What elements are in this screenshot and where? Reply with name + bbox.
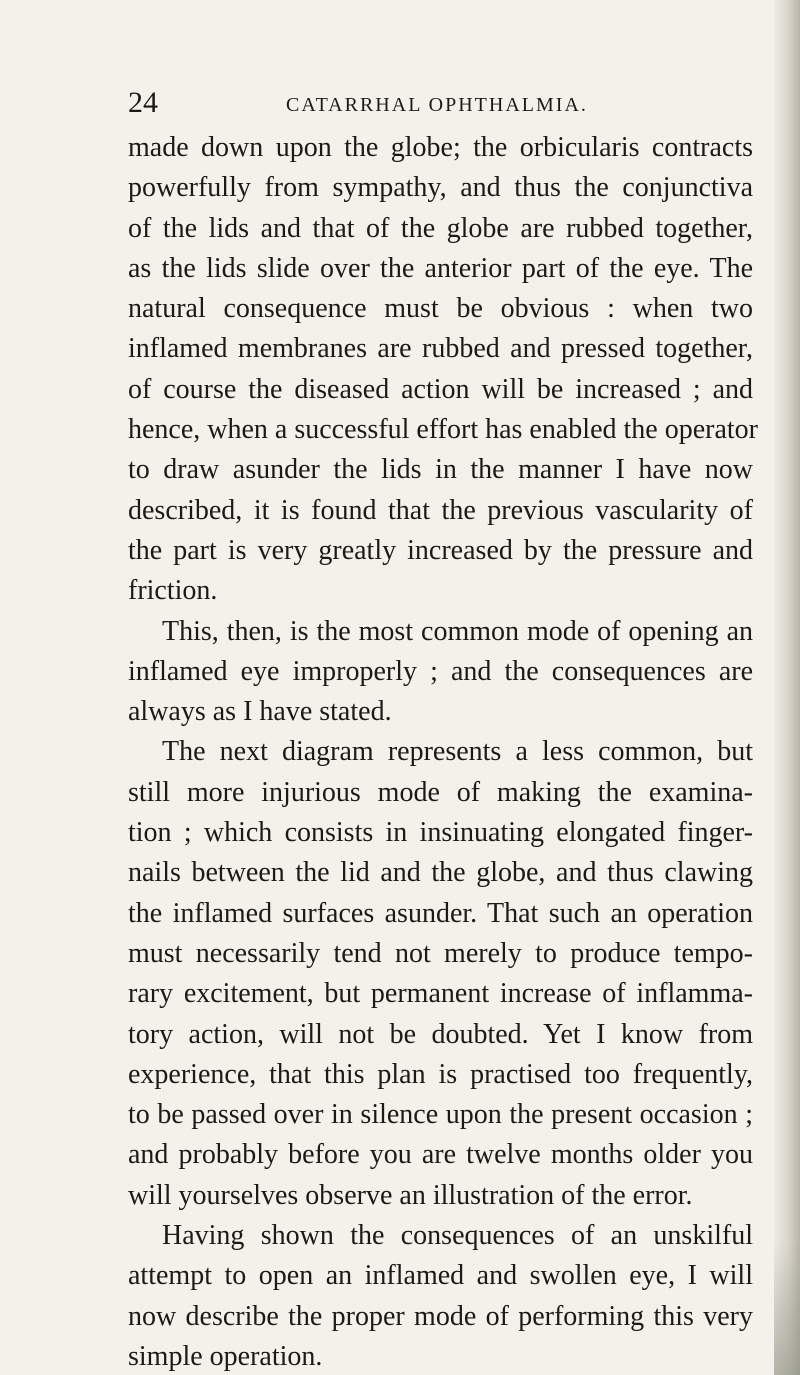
body-text xyxy=(128,128,758,1375)
text-line: tory action, will not be doubted. Yet I know from xyxy=(128,1018,753,1050)
text-line: and probably before you are twelve months older you xyxy=(128,1139,753,1171)
text-line: still more injurious mode of making the examina- xyxy=(128,776,753,808)
text-line: tion ; which consists in insinuating elongated finger- xyxy=(128,817,753,849)
text-line: attempt to open an inflamed and swollen eye, I will xyxy=(128,1260,753,1292)
page-edge xyxy=(774,0,800,1375)
text-line: will yourselves observe an illustration of the error. xyxy=(128,1179,693,1211)
paragraph-start-line: The next diagram represents a less common, but xyxy=(162,736,753,768)
text-line: always as I have stated. xyxy=(128,696,392,728)
text-line: of course the diseased action will be increased ; and xyxy=(128,373,753,405)
page-edge-shadow xyxy=(774,1240,800,1375)
page-number: 24 xyxy=(128,86,158,119)
text-line: hence, when a successful effort has enabled the operator xyxy=(128,414,758,446)
text-line: described, it is found that the previous vascularity of xyxy=(128,494,753,526)
text-line: powerfully from sympathy, and thus the conjunctiva xyxy=(128,172,753,204)
text-line: the inflamed surfaces asunder. That such an operation xyxy=(128,897,753,929)
text-line: inflamed eye improperly ; and the consequences are xyxy=(128,655,753,687)
text-line: must necessarily tend not merely to produce tempo- xyxy=(128,937,753,969)
text-line: friction. xyxy=(128,575,218,607)
text-line: inflamed membranes are rubbed and pressed together, xyxy=(128,333,753,365)
text-line: made down upon the globe; the orbicularis contracts xyxy=(128,132,753,163)
page-header xyxy=(128,88,728,122)
text-line: rary excitement, but permanent increase of inflamma- xyxy=(128,978,753,1010)
paragraph-start-line: This, then, is the most common mode of opening an xyxy=(162,615,753,647)
running-head: CATARRHAL OPHTHALMIA. xyxy=(286,94,588,116)
text-line: as the lids slide over the anterior part of the eye. The xyxy=(128,252,753,284)
text-line: of the lids and that of the globe are rubbed together, xyxy=(128,212,753,244)
text-line: the part is very greatly increased by the pressure and xyxy=(128,534,753,566)
text-line: to be passed over in silence upon the present occasion ; xyxy=(128,1099,753,1131)
text-line: experience, that this plan is practised too frequently, xyxy=(128,1058,753,1090)
text-line: nails between the lid and the globe, and thus clawing xyxy=(128,857,753,889)
text-line: natural consequence must be obvious : when two xyxy=(128,293,753,325)
paragraph-start-line: Having shown the consequences of an unskilful xyxy=(162,1220,753,1252)
text-line: now describe the proper mode of performing this very xyxy=(128,1300,753,1332)
text-line: to draw asunder the lids in the manner I have now xyxy=(128,454,753,486)
text-line: simple operation. xyxy=(128,1340,323,1372)
